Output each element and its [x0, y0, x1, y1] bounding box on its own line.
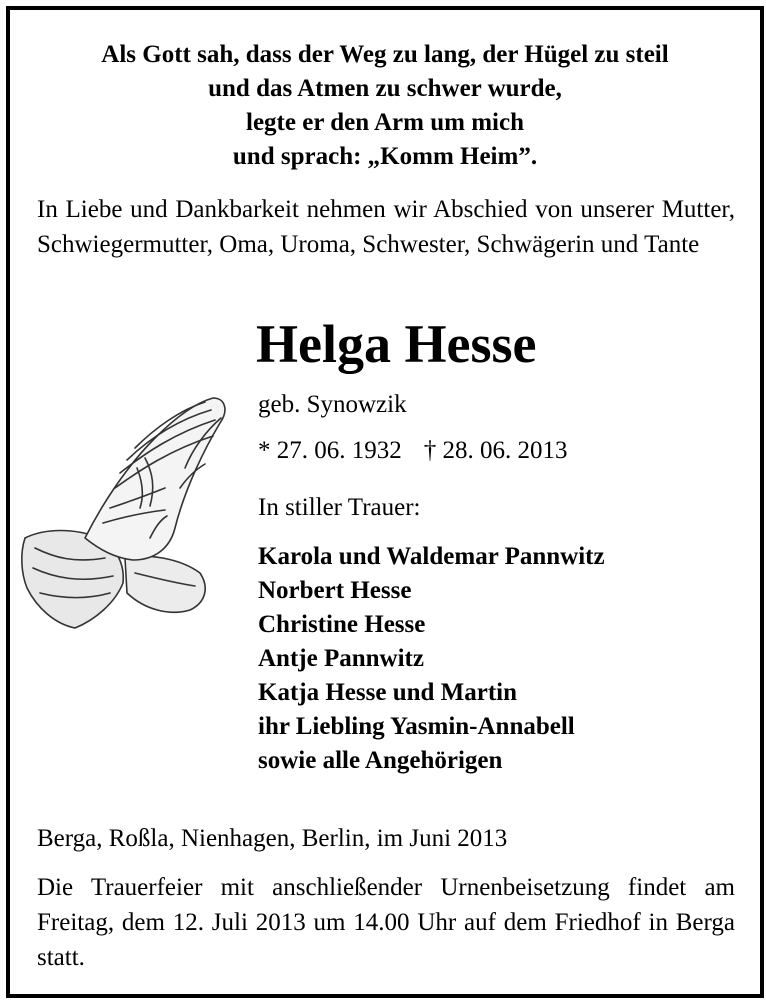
mourner: Christine Hesse	[258, 611, 426, 638]
poem-line: legte er den Arm um mich	[246, 109, 524, 136]
poem	[10, 38, 760, 174]
birth-date: * 27. 06. 1932	[258, 437, 402, 464]
mourner: ihr Liebling Yasmin-Annabell	[258, 713, 575, 740]
poem-line: und das Atmen zu schwer wurde,	[208, 75, 562, 102]
death-date: † 28. 06. 2013	[423, 437, 568, 464]
birth-name: geb. Synowzik	[258, 391, 407, 418]
poem-line: und sprach: „Komm Heim”.	[232, 143, 538, 170]
poem-line: Als Gott sah, dass der Weg zu lang, der Hügel zu steil	[101, 41, 669, 68]
mourner: Antje Pannwitz	[258, 645, 424, 672]
mourner: Katja Hesse und Martin	[258, 679, 518, 706]
obituary-card	[6, 6, 764, 998]
deceased-name: Helga Hesse	[256, 314, 537, 374]
ceremony-info: Die Trauerfeier mit anschließender Urnenbeisetzung findet am Freitag, dem 12. Juli 2013 um 14.00 Uhr auf dem Friedhof in Berga statt.	[37, 874, 735, 971]
mourner: sowie alle Angehörigen	[258, 747, 503, 774]
life-dates	[258, 434, 568, 468]
mourner: Karola und Waldemar Pannwitz	[258, 543, 605, 570]
intro-text: In Liebe und Dankbarkeit nehmen wir Abschied von unserer Mutter, Schwiegermutter, Oma, Uroma, Schwester, Schwägerin und Tante	[37, 196, 735, 258]
place-date: Berga, Roßla, Nienhagen, Berlin, im Juni 2013	[37, 825, 508, 852]
praying-hands-icon	[15, 388, 235, 638]
mourning-label: In stiller Trauer:	[258, 494, 421, 521]
mourners-list	[258, 540, 605, 778]
mourner: Norbert Hesse	[258, 577, 412, 604]
